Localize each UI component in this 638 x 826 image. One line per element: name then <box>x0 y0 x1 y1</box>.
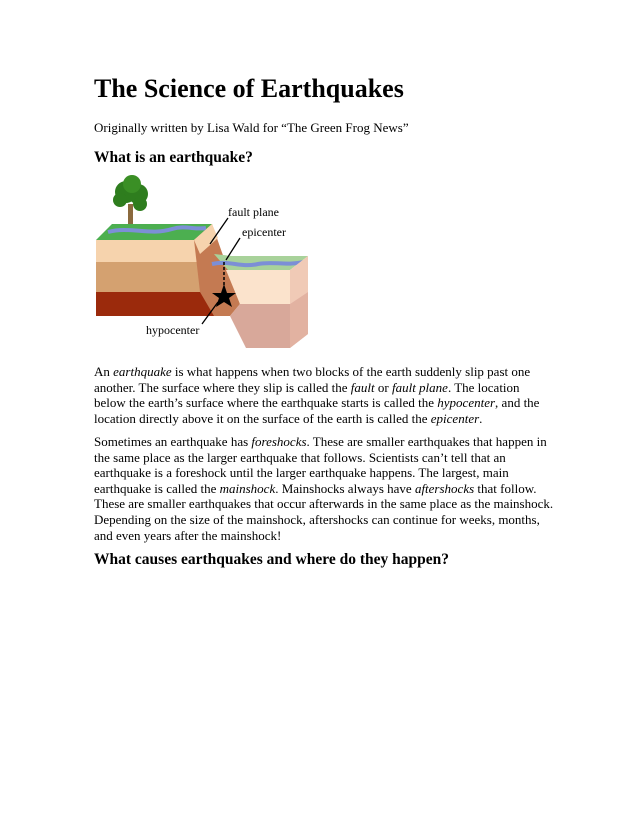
term-fault: fault <box>350 379 375 395</box>
term-earthquake: earthquake <box>113 364 172 379</box>
term-fault-plane: fault plane <box>391 379 448 395</box>
left-layer-mid <box>96 262 206 292</box>
section-heading-causes: What causes earthquakes and where do they happen? <box>94 551 449 568</box>
page-title: The Science of Earthquakes <box>94 74 404 103</box>
term-hypocenter: hypocenter <box>437 395 496 411</box>
term-foreshocks: foreshocks <box>251 434 307 449</box>
paragraph-foreshocks: Sometimes an earthquake has foreshocks. These are smaller earthquakes that happen in the same place as the larger earthquake that follows. Scientists can’t tell that an earthquake is a foreshock until the larger earthquake happens. The largest, main earthquake is called the mainshock. Mainshocks always have aftershocks that follow. These are smaller earthquakes that occur afterwards in the same place as the mainshock. Depending on the size of the mainshock, aftershocks can continue for weeks, months, and even years after the mainshock! <box>94 434 554 543</box>
section-heading-what-is-earthquake: What is an earthquake? <box>94 149 253 166</box>
epicenter-label: epicenter <box>242 225 286 239</box>
left-layer-light <box>96 240 200 262</box>
left-layer-dark <box>96 292 214 316</box>
paragraph-earthquake-definition: An earthquake is what happens when two blocks of the earth suddenly slip past one another. The surface where they slip is called the fault or fault plane. The location below the earth’s surface where the earthquake starts is called the hypocenter, and the location directly above it on the surface of the earth is called the epicenter. <box>94 364 540 426</box>
term-epicenter: epicenter <box>430 410 480 426</box>
tree-icon <box>113 175 148 224</box>
term-aftershocks: aftershocks <box>414 480 475 496</box>
hypocenter-label: hypocenter <box>146 323 200 337</box>
byline: Originally written by Lisa Wald for “The Green Frog News” <box>94 120 409 135</box>
right-river <box>212 262 304 265</box>
term-mainshock: mainshock <box>219 480 276 496</box>
fault-plane-label: fault plane <box>228 205 279 219</box>
earthquake-fault-diagram <box>90 174 322 354</box>
